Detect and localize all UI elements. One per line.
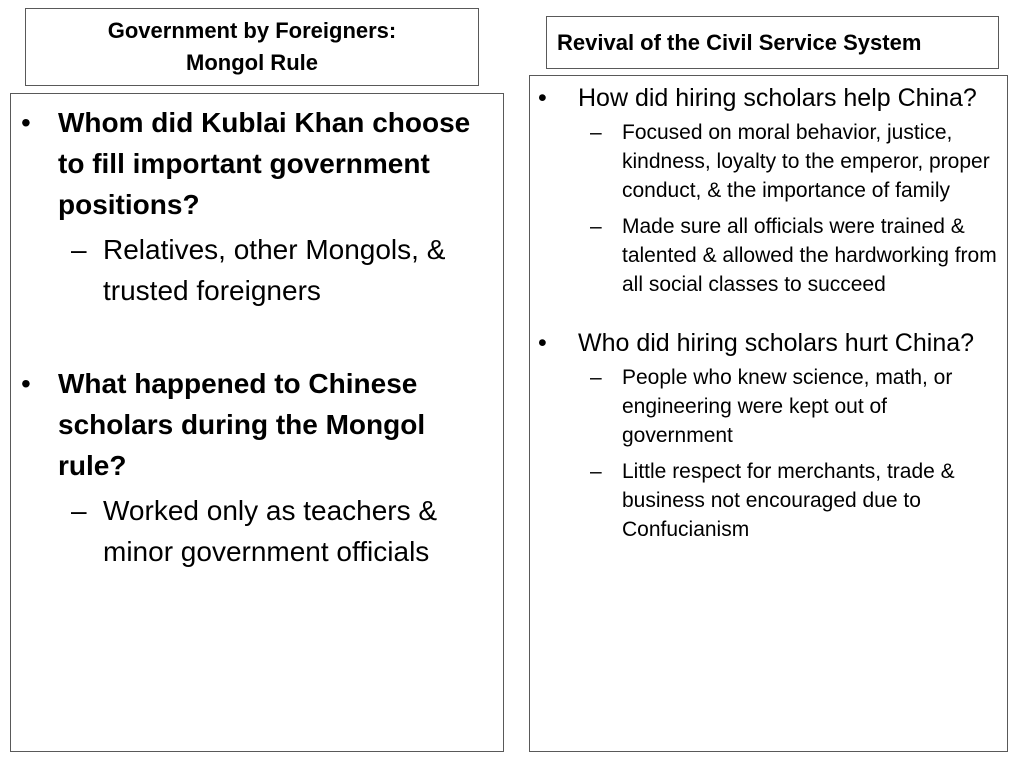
left-answer-list-1: [58, 229, 495, 311]
right-question-2: Who did hiring scholars hurt China?: [578, 329, 975, 357]
left-question-1: Whom did Kublai Khan choose to fill important government positions?: [58, 107, 471, 220]
dash-marker: –: [590, 215, 602, 238]
right-answer-2-1-text: People who knew science, math, or engineering were kept out of government: [622, 366, 953, 447]
left-answer-2-1-text: Worked only as teachers & minor government officials: [103, 495, 438, 567]
dash-marker: –: [590, 460, 602, 483]
right-title: Revival of the Civil Service System: [557, 29, 922, 55]
left-bullet-2: [11, 363, 495, 572]
left-bullet-list: [11, 102, 495, 572]
dash-marker: –: [71, 234, 87, 265]
left-answer-1-1: [11, 229, 495, 311]
dash-marker: –: [590, 366, 602, 389]
left-title-line-2: Mongol Rule: [186, 50, 318, 75]
right-bullet-2: [530, 327, 1000, 544]
right-answer-1-1-text: Focused on moral behavior, justice, kindness, loyalty to the emperor, proper conduct, & the importance of family: [622, 121, 990, 202]
right-answer-2-2: [530, 457, 1000, 544]
bullet-marker: •: [538, 84, 547, 112]
right-title-box: [546, 16, 999, 69]
left-answer-2-1: [11, 490, 495, 572]
right-bullet-1: [530, 82, 1000, 299]
dash-marker: –: [590, 121, 602, 144]
left-title: [108, 15, 397, 79]
left-bullet-1: [11, 102, 495, 311]
right-answer-1-2: [530, 212, 1000, 299]
dash-marker: –: [71, 495, 87, 526]
bullet-marker: •: [21, 107, 31, 138]
left-answer-list-2: [58, 490, 495, 572]
right-bullet-list: [530, 82, 1000, 551]
right-question-1: How did hiring scholars help China?: [578, 84, 977, 112]
right-answer-list-1: [578, 118, 1000, 299]
bullet-marker: •: [21, 368, 31, 399]
bullet-marker: •: [538, 329, 547, 357]
left-question-2: What happened to Chinese scholars during the Mongol rule?: [58, 368, 426, 481]
left-title-box: [25, 8, 479, 86]
right-answer-list-2: [578, 363, 1000, 544]
right-answer-1-1: [530, 118, 1000, 205]
left-content-panel: [10, 93, 504, 752]
right-content-panel: [529, 75, 1008, 752]
left-answer-1-1-text: Relatives, other Mongols, & trusted foreigners: [103, 234, 446, 306]
left-title-line-1: Government by Foreigners:: [107, 18, 397, 43]
right-answer-1-2-text: Made sure all officials were trained & talented & allowed the hardworking from all social classes to succeed: [622, 215, 997, 296]
right-answer-2-2-text: Little respect for merchants, trade & business not encouraged due to Confucianism: [622, 460, 955, 541]
right-answer-2-1: [530, 363, 1000, 450]
